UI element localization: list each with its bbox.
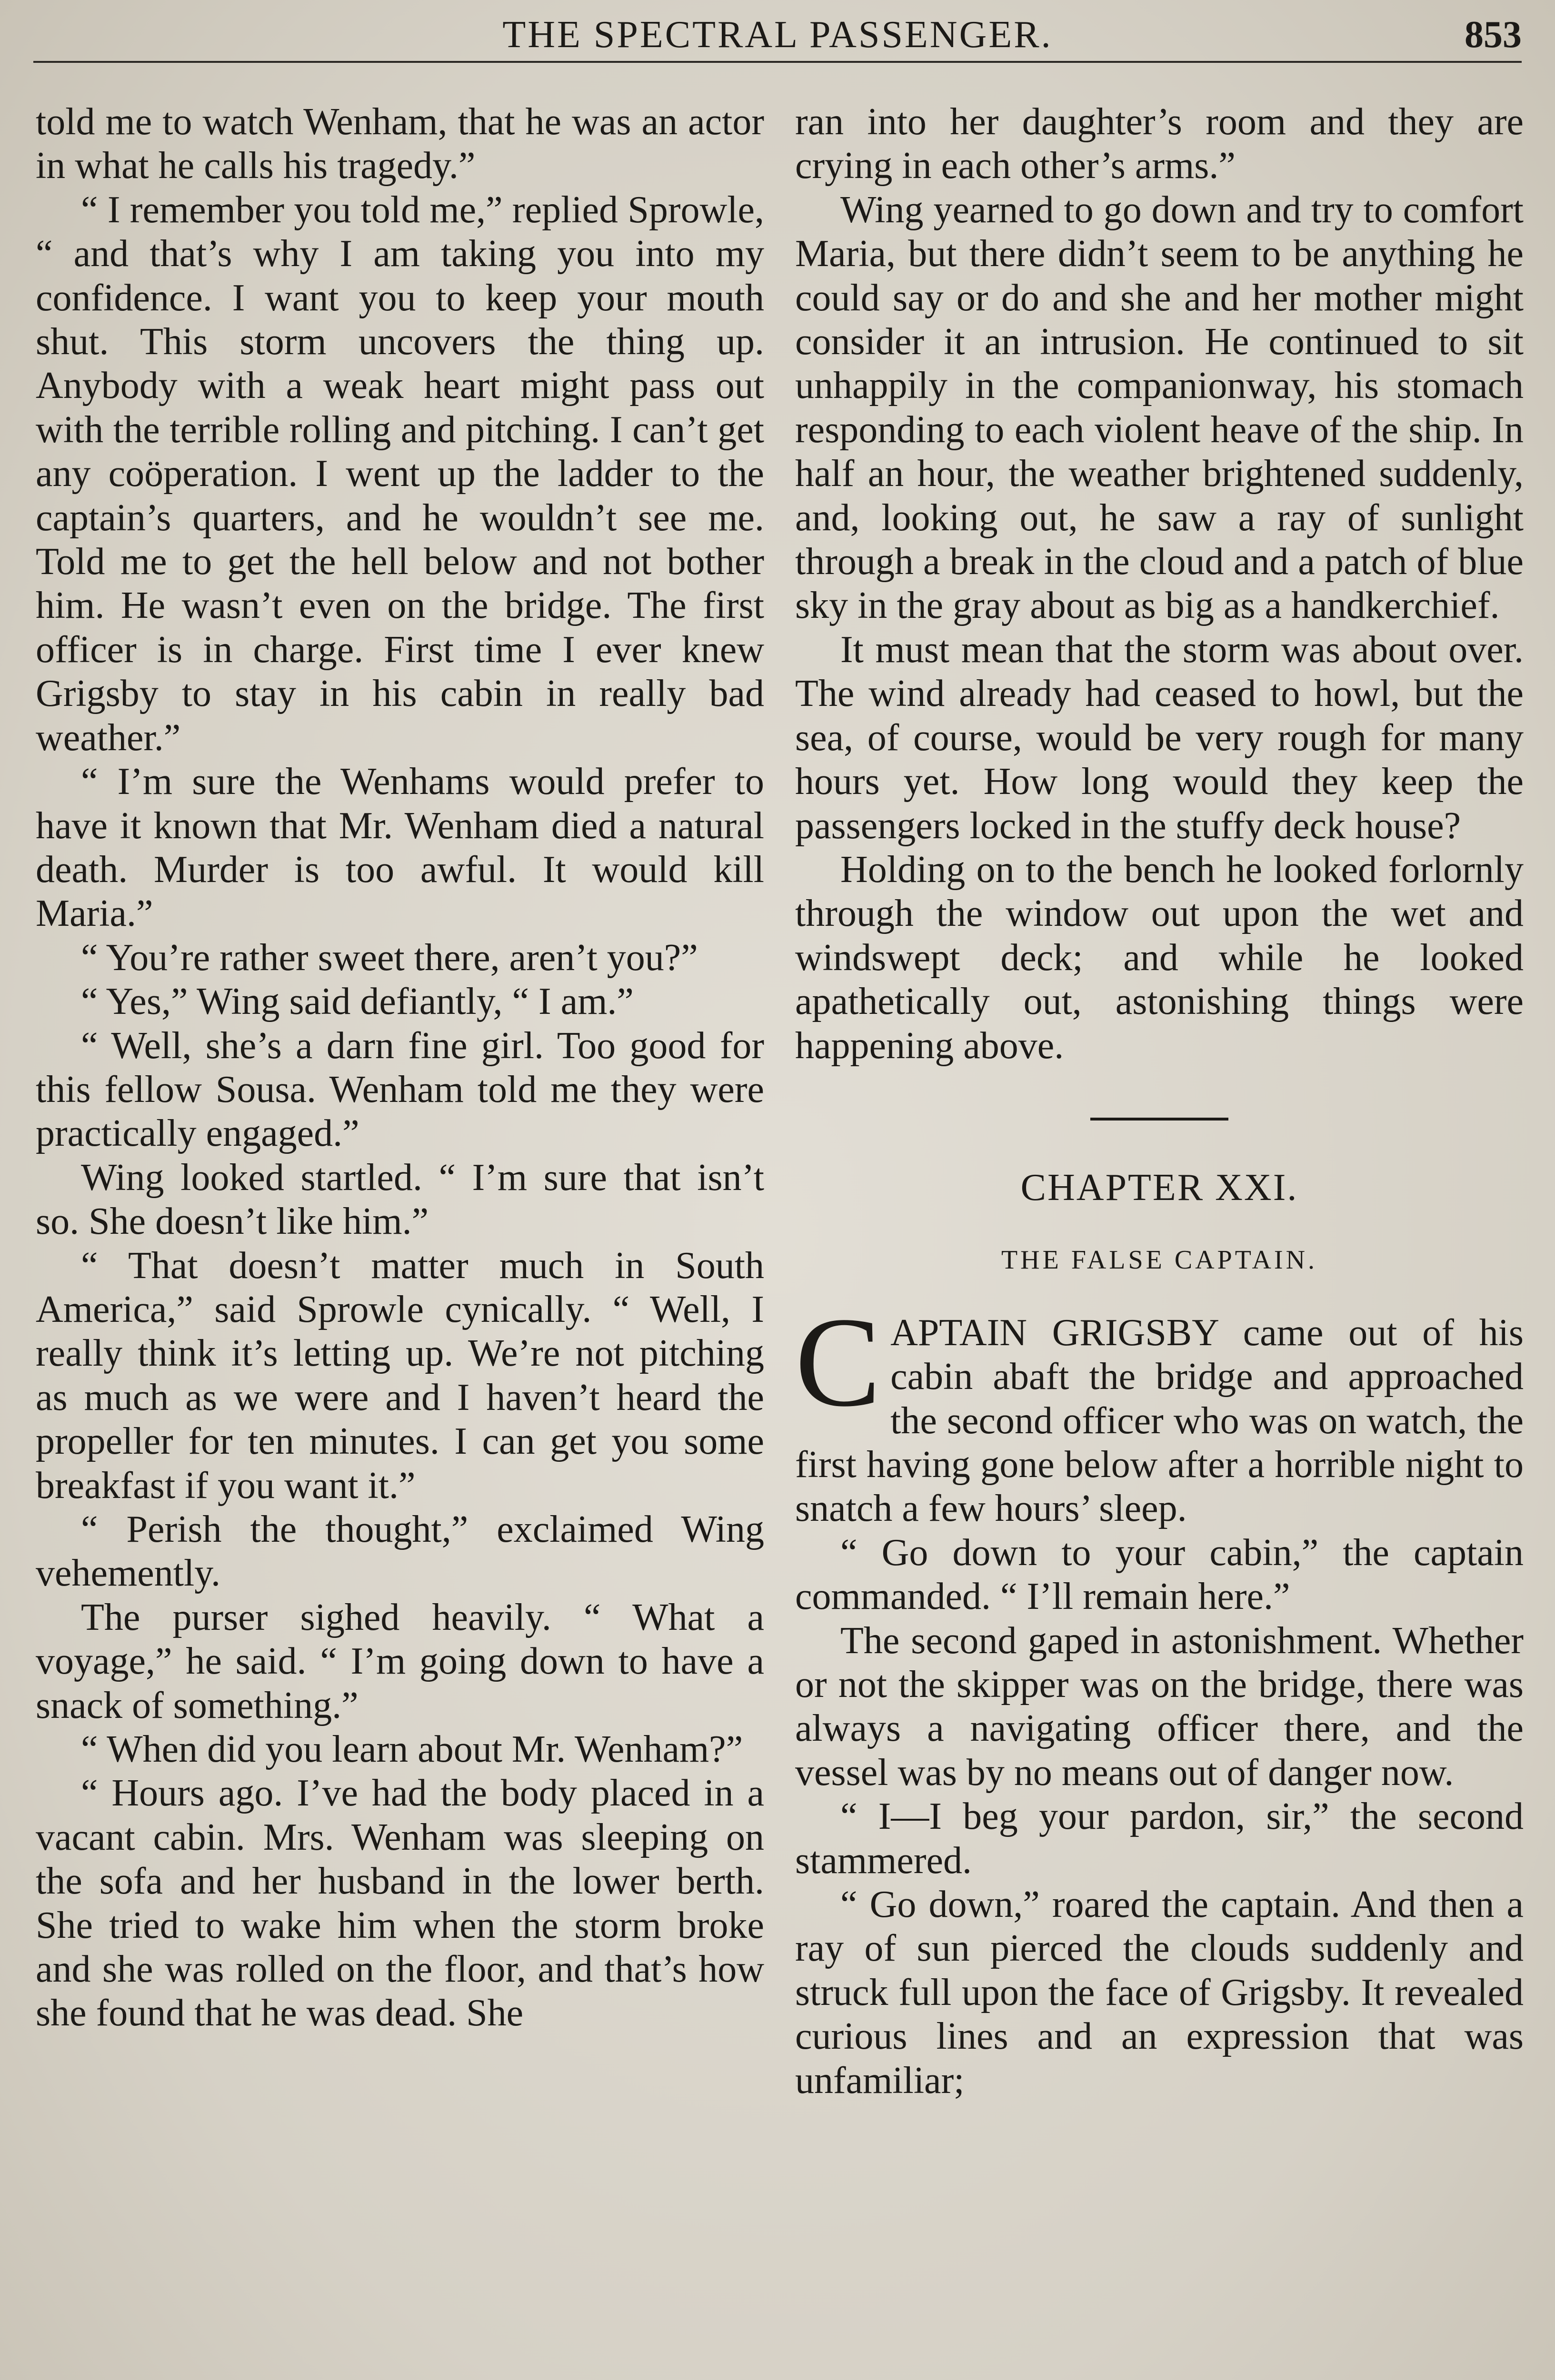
paragraph: “ Perish the thought,” exclaimed Wing vehemently. [36,1508,764,1595]
paragraph: “ Hours ago. I’ve had the body placed in a vacant cabin. Mrs. Wenham was sleeping on the sofa and her husband in the lower berth. She tried to wake him when the storm broke and she was rolled on the floor, and that’s how she found that he was dead. She [36,1772,764,2034]
paragraph: The purser sighed heavily. “ What a voyage,” he said. “ I’m going down to have a snack of something.” [36,1596,764,1726]
paragraph: Holding on to the bench he looked forlornly through the window out upon the wet and windswept deck; and while he looked apathetically out, astonishing things were happening above. [795,848,1524,1067]
paragraph: “ Go down to your cabin,” the captain commanded. “ I’ll remain here.” [795,1531,1524,1618]
paragraph: “ Well, she’s a darn fine girl. Too good for this fellow Sousa. Wenham told me they were practically engaged.” [36,1024,764,1155]
paragraph: Wing looked startled. “ I’m sure that isn’t so. She doesn’t like him.” [36,1156,764,1243]
page-header [33,9,1522,63]
right-column [795,100,1524,2102]
chapter-subtitle: THE FALSE CAPTAIN. [1001,1245,1318,1275]
paragraph: “ That doesn’t matter much in South America,” said Sprowle cynically. “ Well, I really think it’s letting up. We’re not pitching as much as we were and I haven’t heard the propeller for ten minutes. I can get you some breakfast if you want it.” [36,1244,764,1507]
drop-cap: C [795,1290,881,1433]
section-divider [1090,1118,1228,1121]
paragraph: ran into her daughter’s room and they are crying in each other’s arms.” [795,101,1524,187]
opening-text: APTAIN GRIGSBY came out of his cabin abaft the bridge and approached the second officer who was on watch, the first having gone below after a horrible night to snatch a few hours’ sleep. [795,1311,1524,1530]
paragraph: told me to watch Wenham, that he was an actor in what he calls his tragedy.” [36,101,764,187]
paragraph: The second gaped in astonishment. Whether or not the skipper was on the bridge, there was always a navigating officer there, and the vessel was by no means out of danger now. [795,1619,1524,1794]
page-number: 853 [1465,14,1522,56]
paragraph: “ I remember you told me,” replied Sprowle, “ and that’s why I am taking you into my confidence. I want you to keep your mouth shut. This storm uncovers the thing up. Anybody with a weak heart might pass out with the terrible rolling and pitching. I can’t get any coöperation. I went up the ladder to the captain’s quarters, and he wouldn’t see me. Told me to get the hell below and not bother him. He wasn’t even on the bridge. The first officer is in charge. First time I ever knew Grigsby to stay in his cabin in really bad weather.” [36,188,764,759]
paragraph: “ I—I beg your pardon, sir,” the second stammered. [795,1795,1524,1882]
chapter-opening-paragraph [795,1290,1524,1531]
running-title: THE SPECTRAL PASSENGER. [502,14,1053,56]
paragraph: “ Yes,” Wing said defiantly, “ I am.” [81,981,634,1023]
paragraph: “ You’re rather sweet there, aren’t you?” [81,936,698,979]
paragraph: “ I’m sure the Wenhams would prefer to have it known that Mr. Wenham died a natural death. Murder is too awful. It would kill Maria.” [36,761,764,935]
paragraph: It must mean that the storm was about over. The wind already had ceased to howl, but the sea, of course, would be very rough for many hours yet. How long would they keep the passengers locked in the stuffy deck house? [795,628,1524,847]
chapter-heading: CHAPTER XXI. [1020,1166,1298,1209]
paragraph: “ When did you learn about Mr. Wenham?” [81,1728,743,1771]
left-column [36,100,764,2035]
paragraph: “ Go down,” roared the captain. And then a ray of sun pierced the clouds suddenly and struck full upon the face of Grigsby. It revealed curious lines and an expression that was unfamiliar; [795,1884,1524,2102]
paragraph: Wing yearned to go down and try to comfort Maria, but there didn’t seem to be anything he could say or do and she and her mother might consider it an intrusion. He continued to sit unhappily in the companionway, his stomach responding to each violent heave of the ship. In half an hour, the weather brightened suddenly, and, looking out, he saw a ray of sunlight through a break in the cloud and a patch of blue sky in the gray about as big as a handkerchief. [795,188,1524,627]
